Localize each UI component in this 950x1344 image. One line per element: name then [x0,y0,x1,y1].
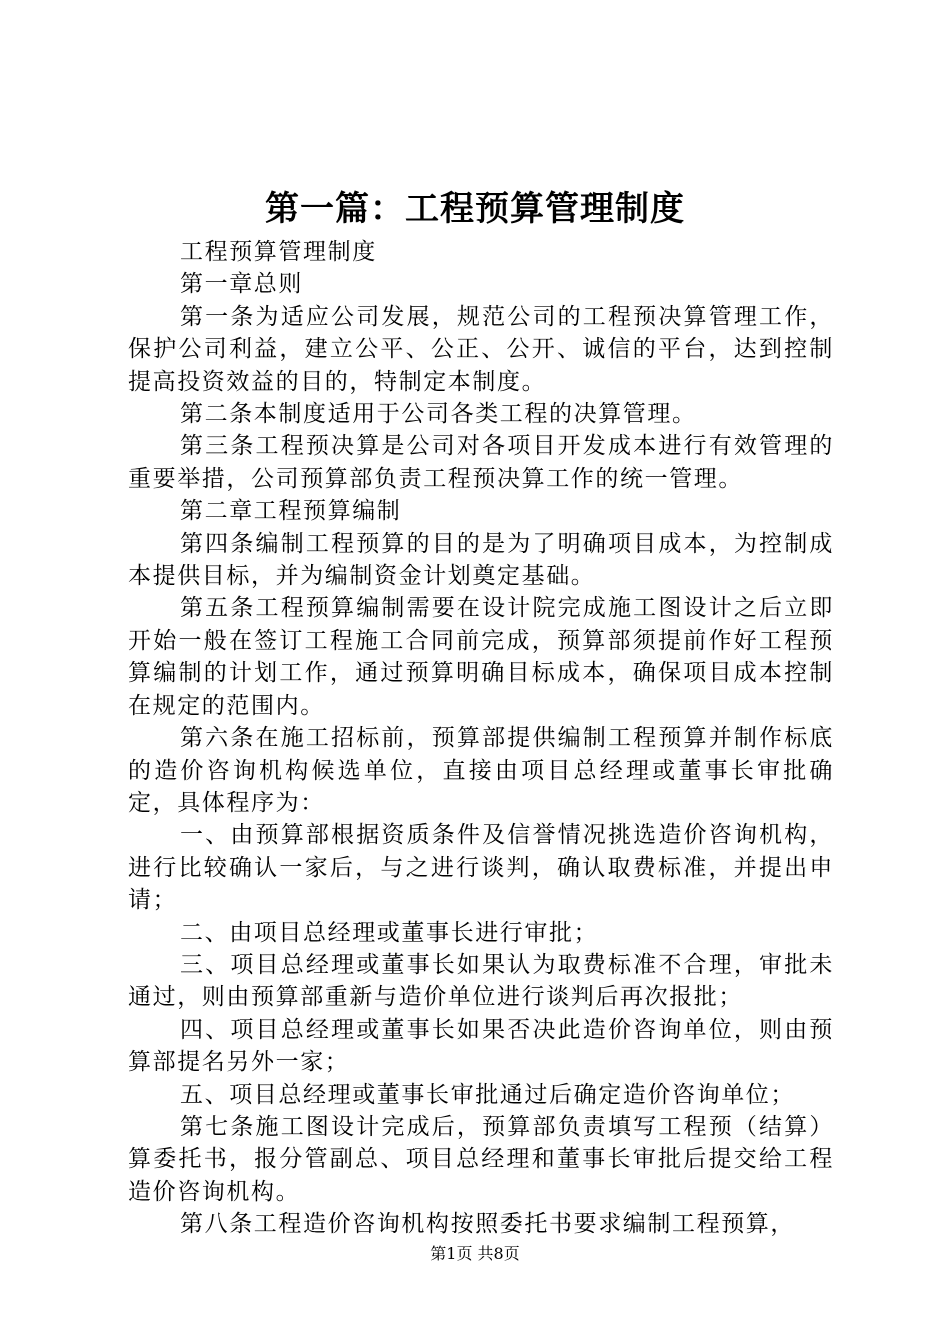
paragraph: 第五条工程预算编制需要在设计院完成施工图设计之后立即开始一般在签订工程施工合同前完成，预算部须提前作好工程预算编制的计划工作，通过预算明确目标成本，确保项目成本控制在规定的范围内。 [128,595,834,719]
paragraph: 第一条为适应公司发展，规范公司的工程预决算管理工作，保护公司利益，建立公平、公正、公开、诚信的平台，达到控制提高投资效益的目的，特制定本制度。 [128,303,834,395]
paragraph: 第六条在施工招标前，预算部提供编制工程预算并制作标底的造价咨询机构候选单位，直接由项目总经理或董事长审批确定，具体程序为： [128,725,834,816]
paragraph: 工程预算管理制度 [180,239,377,265]
paragraph: 五、项目总经理或董事长审批通过后确定造价咨询单位； [180,1081,795,1108]
paragraph: 四、项目总经理或董事长如果否决此造价咨询单位，则由预算部提名另外一家； [128,1016,834,1076]
paragraph: 第二条本制度适用于公司各类工程的决算管理。 [180,401,697,428]
paragraph: 二、由项目总经理或董事长进行审批； [180,919,599,946]
paragraph: 第三条工程预决算是公司对各项目开发成本进行有效管理的重要举措，公司预算部负责工程预决算工作的统一管理。 [128,433,834,492]
paragraph: 第二章工程预算编制 [180,498,402,525]
paragraph: 第一章总则 [180,271,303,298]
paragraph: 第八条工程造价咨询机构按照委托书要求编制工程预算， [180,1211,795,1238]
paragraph: 第七条施工图设计完成后，预算部负责填写工程预（结算）算委托书，报分管副总、项目总经理和董事长审批后提交给工程造价咨询机构。 [128,1113,834,1205]
document-body [128,236,834,1241]
paragraph: 三、项目总经理或董事长如果认为取费标准不合理，审批未通过，则由预算部重新与造价单位进行谈判后再次报批； [128,951,834,1011]
page-number-footer: 第1页 共8页 [430,1244,520,1263]
document-title: 第一篇：工程预算管理制度 [265,189,685,229]
paragraph: 一、由预算部根据资质条件及信誉情况挑选造价咨询机构，进行比较确认一家后，与之进行谈判，确认取费标准，并提出申请； [128,822,834,914]
paragraph: 第四条编制工程预算的目的是为了明确项目成本，为控制成本提供目标，并为编制资金计划奠定基础。 [128,530,834,590]
